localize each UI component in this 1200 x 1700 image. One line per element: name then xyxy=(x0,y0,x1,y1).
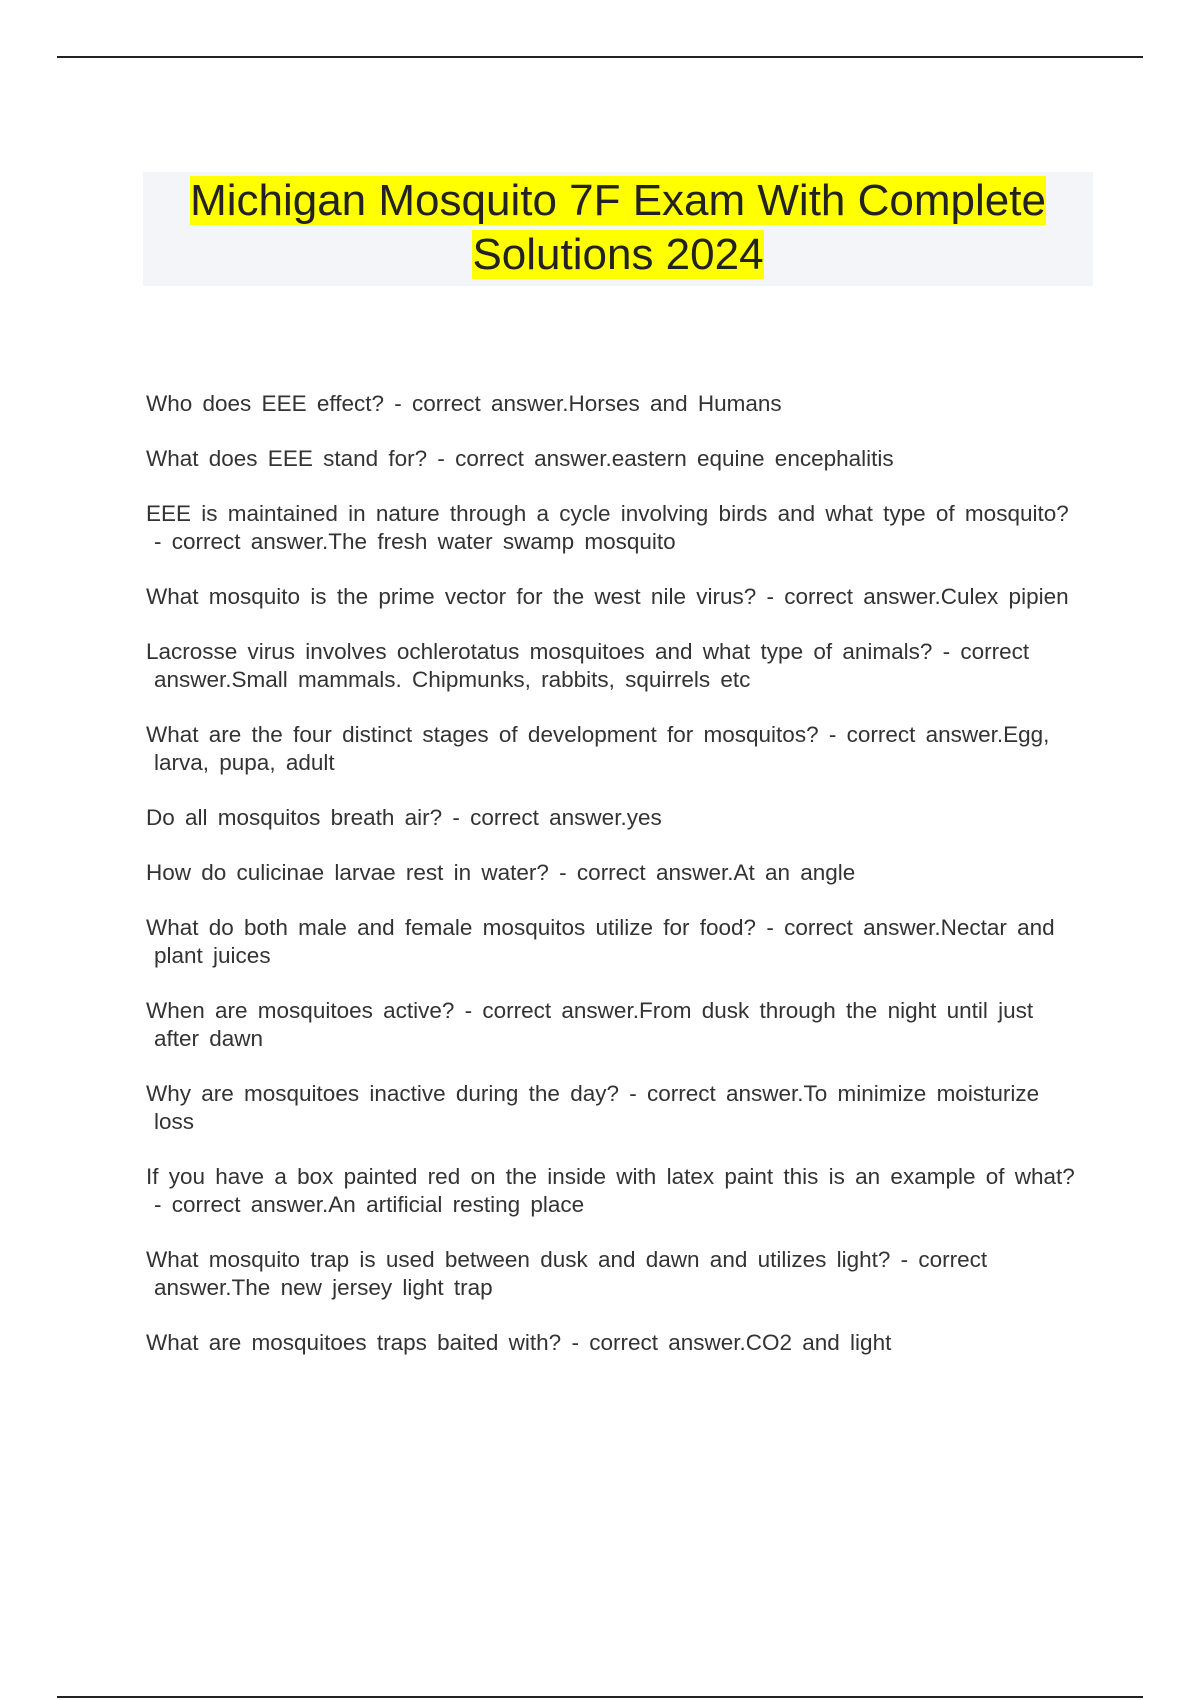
qa-item: How do culicinae larvae rest in water? - correct answer.At an angle xyxy=(146,860,856,885)
qa-item: Lacrosse virus involves ochlerotatus mosquitoes and what type of animals? - correct answer.Small mammals. Chipmunks, rabbits, squirrels etc xyxy=(146,639,1030,692)
page-title xyxy=(143,172,1093,282)
qa-list xyxy=(146,390,1086,1384)
qa-item: If you have a box painted red on the inside with latex paint this is an example of what? - correct answer.An artificial resting place xyxy=(146,1164,1075,1217)
qa-item: Why are mosquitoes inactive during the day? - correct answer.To minimize moisturize loss xyxy=(146,1081,1040,1134)
qa-item: EEE is maintained in nature through a cycle involving birds and what type of mosquito? - correct answer.The fresh water swamp mosquito xyxy=(146,501,1069,554)
bottom-divider xyxy=(57,1696,1143,1698)
qa-item: What do both male and female mosquitos utilize for food? - correct answer.Nectar and plant juices xyxy=(146,915,1055,968)
qa-item: Do all mosquitos breath air? - correct answer.yes xyxy=(146,805,662,830)
title-block xyxy=(143,172,1093,286)
qa-item: What does EEE stand for? - correct answer.eastern equine encephalitis xyxy=(146,446,894,471)
qa-item: What mosquito trap is used between dusk and dawn and utilizes light? - correct answer.The new jersey light trap xyxy=(146,1247,988,1300)
qa-item: Who does EEE effect? - correct answer.Horses and Humans xyxy=(146,391,782,416)
top-divider xyxy=(57,56,1143,58)
qa-item: What mosquito is the prime vector for the west nile virus? - correct answer.Culex pipien xyxy=(146,584,1069,609)
title-line-1: Michigan Mosquito 7F Exam With Complete xyxy=(190,176,1046,225)
qa-item: When are mosquitoes active? - correct answer.From dusk through the night until just after dawn xyxy=(146,998,1034,1051)
qa-item: What are the four distinct stages of development for mosquitos? - correct answer.Egg, larva, pupa, adult xyxy=(146,722,1050,775)
title-line-2: Solutions 2024 xyxy=(472,230,764,279)
qa-item: What are mosquitoes traps baited with? - correct answer.CO2 and light xyxy=(146,1330,892,1355)
